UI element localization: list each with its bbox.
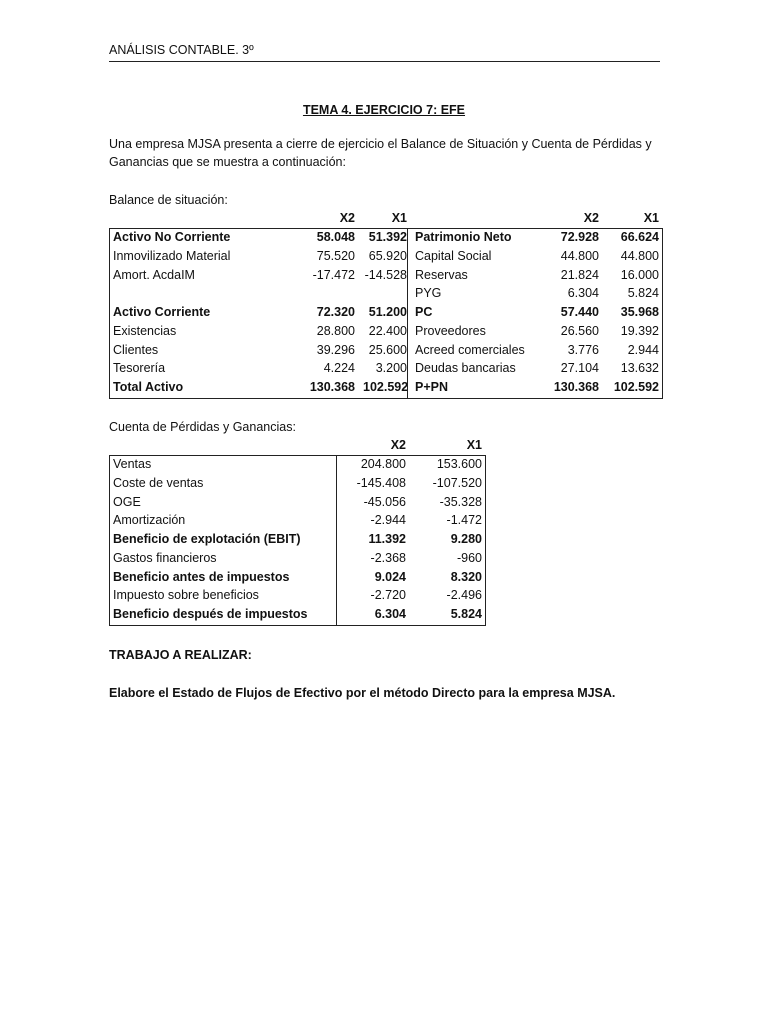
liability-x1: 19.392 [620,323,659,338]
asset-x1 [359,284,411,303]
liability-label: Proveedores [415,323,486,338]
liability-x1: 13.632 [620,361,659,376]
asset-x1: 22.400 [368,323,407,338]
pyg-row [109,586,486,605]
balance-row [109,303,663,322]
asset-x2: 75.520 [316,248,355,263]
pyg-x2: -2.944 [370,513,406,528]
pyg-concept: Beneficio antes de impuestos [113,569,290,584]
asset-x1: 25.600 [368,342,407,357]
pyg-row [109,455,486,474]
liability-x1: 102.592 [613,380,659,395]
asset-x2: 39.296 [316,342,355,357]
asset-x1: 65.920 [368,248,407,263]
asset-x2: 4.224 [323,361,355,376]
liability-label: PYG [415,286,442,301]
pyg-x2: 204.800 [360,457,406,472]
pyg-x1: -1.472 [446,513,482,528]
pyg-row [109,511,486,530]
exercise-title: TEMA 4. EJERCICIO 7: EFE [302,103,466,117]
balance-row [109,322,663,341]
asset-label: Activo No Corriente [113,230,231,245]
balance-row [109,359,663,378]
liability-x1: 2.944 [627,342,659,357]
pyg-col-x1: X1 [466,438,482,453]
asset-label: Amort. AcdaIM [113,267,195,282]
pyg-concept: Beneficio después de impuestos [113,607,308,622]
balance-row [109,284,663,303]
task-heading: TRABAJO A REALIZAR: [109,648,252,662]
asset-x2: 58.048 [316,230,355,245]
liability-x2: 21.824 [560,267,599,282]
course-title: ANÁLISIS CONTABLE. 3º [109,43,254,57]
liability-label: Capital Social [415,248,492,263]
balance-row [109,378,663,397]
pyg-header-row [109,436,486,455]
pyg-concept: Gastos financieros [113,550,217,565]
pyg-col-x2: X2 [390,438,406,453]
pyg-label: Cuenta de Pérdidas y Ganancias: [109,420,296,434]
asset-x1: 51.200 [368,305,407,320]
liability-label: Reservas [415,267,468,282]
pyg-table [109,436,486,624]
pyg-row [109,567,486,586]
liability-x2: 130.368 [553,380,599,395]
balance-header-row [109,209,663,228]
asset-label: Activo Corriente [113,305,211,320]
liability-label: Acreed comerciales [415,342,525,357]
asset-x2: 130.368 [309,380,355,395]
balance-row [109,265,663,284]
asset-x2 [299,284,359,303]
liability-x2: 57.440 [560,305,599,320]
pyg-x1: -107.520 [432,475,482,490]
pyg-concept: Ventas [113,457,152,472]
liability-x2: 72.928 [560,230,599,245]
balance-col-x1: X1 [391,211,407,226]
liability-label: Deudas bancarias [415,361,516,376]
pyg-x1: -2.496 [446,588,482,603]
liability-label: PC [415,305,433,320]
liability-x2: 44.800 [560,248,599,263]
balance-col-x2: X2 [339,211,355,226]
balance-col-x1-right: X1 [643,211,659,226]
pyg-row [109,474,486,493]
pyg-x2: 11.392 [368,532,406,547]
pyg-x2: -145.408 [356,475,406,490]
liability-x1: 35.968 [620,305,659,320]
intro-paragraph: Una empresa MJSA presenta a cierre de ejercicio el Balance de Situación y Cuenta de Pérdidas y Ganancias que se muestra a continuación: [109,137,652,169]
liability-x2: 6.304 [567,286,599,301]
pyg-concept: OGE [113,494,141,509]
balance-row [109,228,663,247]
pyg-row [109,530,486,549]
liability-x1: 44.800 [620,248,659,263]
asset-x1: 3.200 [375,361,407,376]
pyg-x1: -35.328 [439,494,482,509]
asset-x1: 51.392 [368,230,407,245]
asset-label: Tesorería [113,361,166,376]
asset-label: Total Activo [113,380,184,395]
pyg-concept: Coste de ventas [113,475,204,490]
liability-x2: 27.104 [560,361,599,376]
asset-x1: 102.592 [363,380,409,395]
pyg-concept: Beneficio de explotación (EBIT) [113,532,301,547]
pyg-concept: Amortización [113,513,186,528]
liability-label: Patrimonio Neto [415,230,512,245]
pyg-x2: 6.304 [374,607,406,622]
asset-label: Clientes [113,342,159,357]
pyg-x1: 8.320 [450,569,482,584]
liability-x1: 5.824 [627,286,659,301]
pyg-x1: 5.824 [450,607,482,622]
asset-x2: 28.800 [316,323,355,338]
page-header [109,43,660,62]
pyg-row [109,549,486,568]
asset-x1: -14.528 [364,267,407,282]
pyg-x2: -2.720 [370,588,406,603]
pyg-x2: -2.368 [370,550,406,565]
pyg-x1: -960 [456,550,482,565]
balance-col-x2-right: X2 [583,211,599,226]
pyg-x2: 9.024 [374,569,406,584]
liability-x1: 66.624 [620,230,659,245]
liability-x1: 16.000 [620,267,659,282]
balance-label: Balance de situación: [109,193,228,207]
pyg-concept: Impuesto sobre beneficios [113,588,259,603]
pyg-row [109,605,486,624]
task-text: Elabore el Estado de Flujos de Efectivo por el método Directo para la empresa MJSA. [109,686,616,700]
pyg-x1: 153.600 [436,457,482,472]
pyg-x1: 9.280 [450,532,482,547]
asset-label: Inmovilizado Material [113,248,231,263]
liability-x2: 3.776 [567,342,599,357]
balance-row [109,340,663,359]
asset-x2: 72.320 [316,305,355,320]
asset-label: Existencias [113,323,177,338]
pyg-x2: -45.056 [363,494,406,509]
liability-label: P+PN [415,380,449,395]
asset-x2: -17.472 [312,267,355,282]
liability-x2: 26.560 [560,323,599,338]
asset-label [109,284,299,303]
balance-table [109,209,663,397]
pyg-row [109,492,486,511]
balance-row [109,247,663,266]
